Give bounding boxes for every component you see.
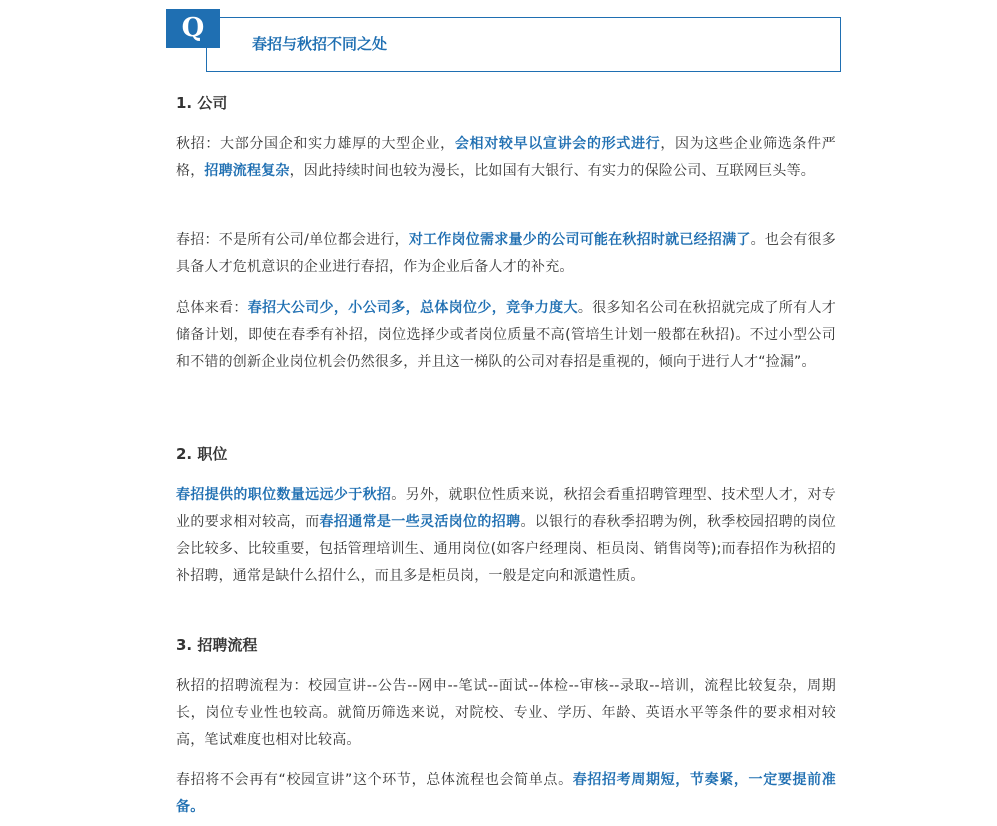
section-heading-process: 3. 招聘流程 — [176, 636, 258, 654]
paragraph-spring-process — [176, 767, 836, 821]
paragraph-summary-company — [176, 295, 836, 376]
q-badge: Q — [166, 9, 220, 48]
paragraph-text: 春招：不是所有公司/单位都会进行， — [176, 232, 409, 248]
highlight-text: 春招招考周期短，节奏紧，一定要提前准备。 — [176, 772, 836, 815]
highlight-text: 会相对较早以宣讲会的形式进行 — [454, 136, 661, 152]
paragraph-position — [176, 482, 836, 590]
highlight-text: 春招大公司少，小公司多，总体岗位少，竞争力度大 — [247, 300, 578, 316]
highlight-text: 春招提供的职位数量远远少于秋招 — [176, 487, 392, 503]
highlight-text: 春招通常是一些灵活岗位的招聘 — [319, 514, 521, 530]
paragraph-spring-company — [176, 227, 836, 281]
paragraph-text: 秋招的招聘流程为：校园宣讲--公告--网申--笔试--面试--体检--审核--录取--培训，流程比较复杂，周期长，岗位专业性也较高。就简历筛选来说，对院校、专业、学历、年龄、英语水平等条件的要求相对较高，笔试难度也相对比较高。 — [176, 678, 836, 748]
page-title: 春招与秋招不同之处 — [252, 35, 388, 53]
paragraph-text: 。以银行的春秋季招聘为例，秋季校园招聘的岗位会比较多、比较重要，包括管理培训生、通用岗位(如客户经理岗、柜员岗、销售岗等);而春招作为秋招的补招聘，通常是缺什么招什么，而且多是柜员岗，一般是定向和派遣性质。 — [176, 514, 837, 584]
paragraph-autumn-process — [176, 673, 836, 754]
paragraph-text: 总体来看： — [176, 300, 248, 316]
section-heading-position: 2. 职位 — [176, 445, 228, 463]
paragraph-text: 。很多知名公司在秋招就完成了所有人才储备计划，即使在春季有补招，岗位选择少或者岗位质量不高(管培生计划一般都在秋招)。不过小型公司和不错的创新企业岗位机会仍然很多，并且这一梯队的公司对春招是重视的，倾向于进行人才“捡漏”。 — [176, 300, 837, 370]
section-heading-company: 1. 公司 — [176, 94, 228, 112]
highlight-text: 招聘流程复杂 — [204, 163, 290, 179]
paragraph-text: ，因为这些企业筛选条件严格， — [176, 136, 836, 179]
paragraph-text: 。另外，就职位性质来说，秋招会看重招聘管理型、技术型人才，对专业的要求相对较高，而 — [176, 487, 836, 530]
paragraph-text: ，因此持续时间也较为漫长，比如国有大银行、有实力的保险公司、互联网巨头等。 — [289, 163, 816, 179]
paragraph-autumn-company — [176, 131, 836, 185]
highlight-text: 对工作岗位需求量少的公司可能在秋招时就已经招满了 — [408, 232, 751, 248]
paragraph-text: 春招将不会再有“校园宣讲”这个环节，总体流程也会简单点。 — [176, 772, 573, 788]
paragraph-text: 秋招：大部分国企和实力雄厚的大型企业， — [176, 136, 455, 152]
paragraph-text: 。也会有很多具备人才危机意识的企业进行春招，作为企业后备人才的补充。 — [176, 232, 836, 275]
